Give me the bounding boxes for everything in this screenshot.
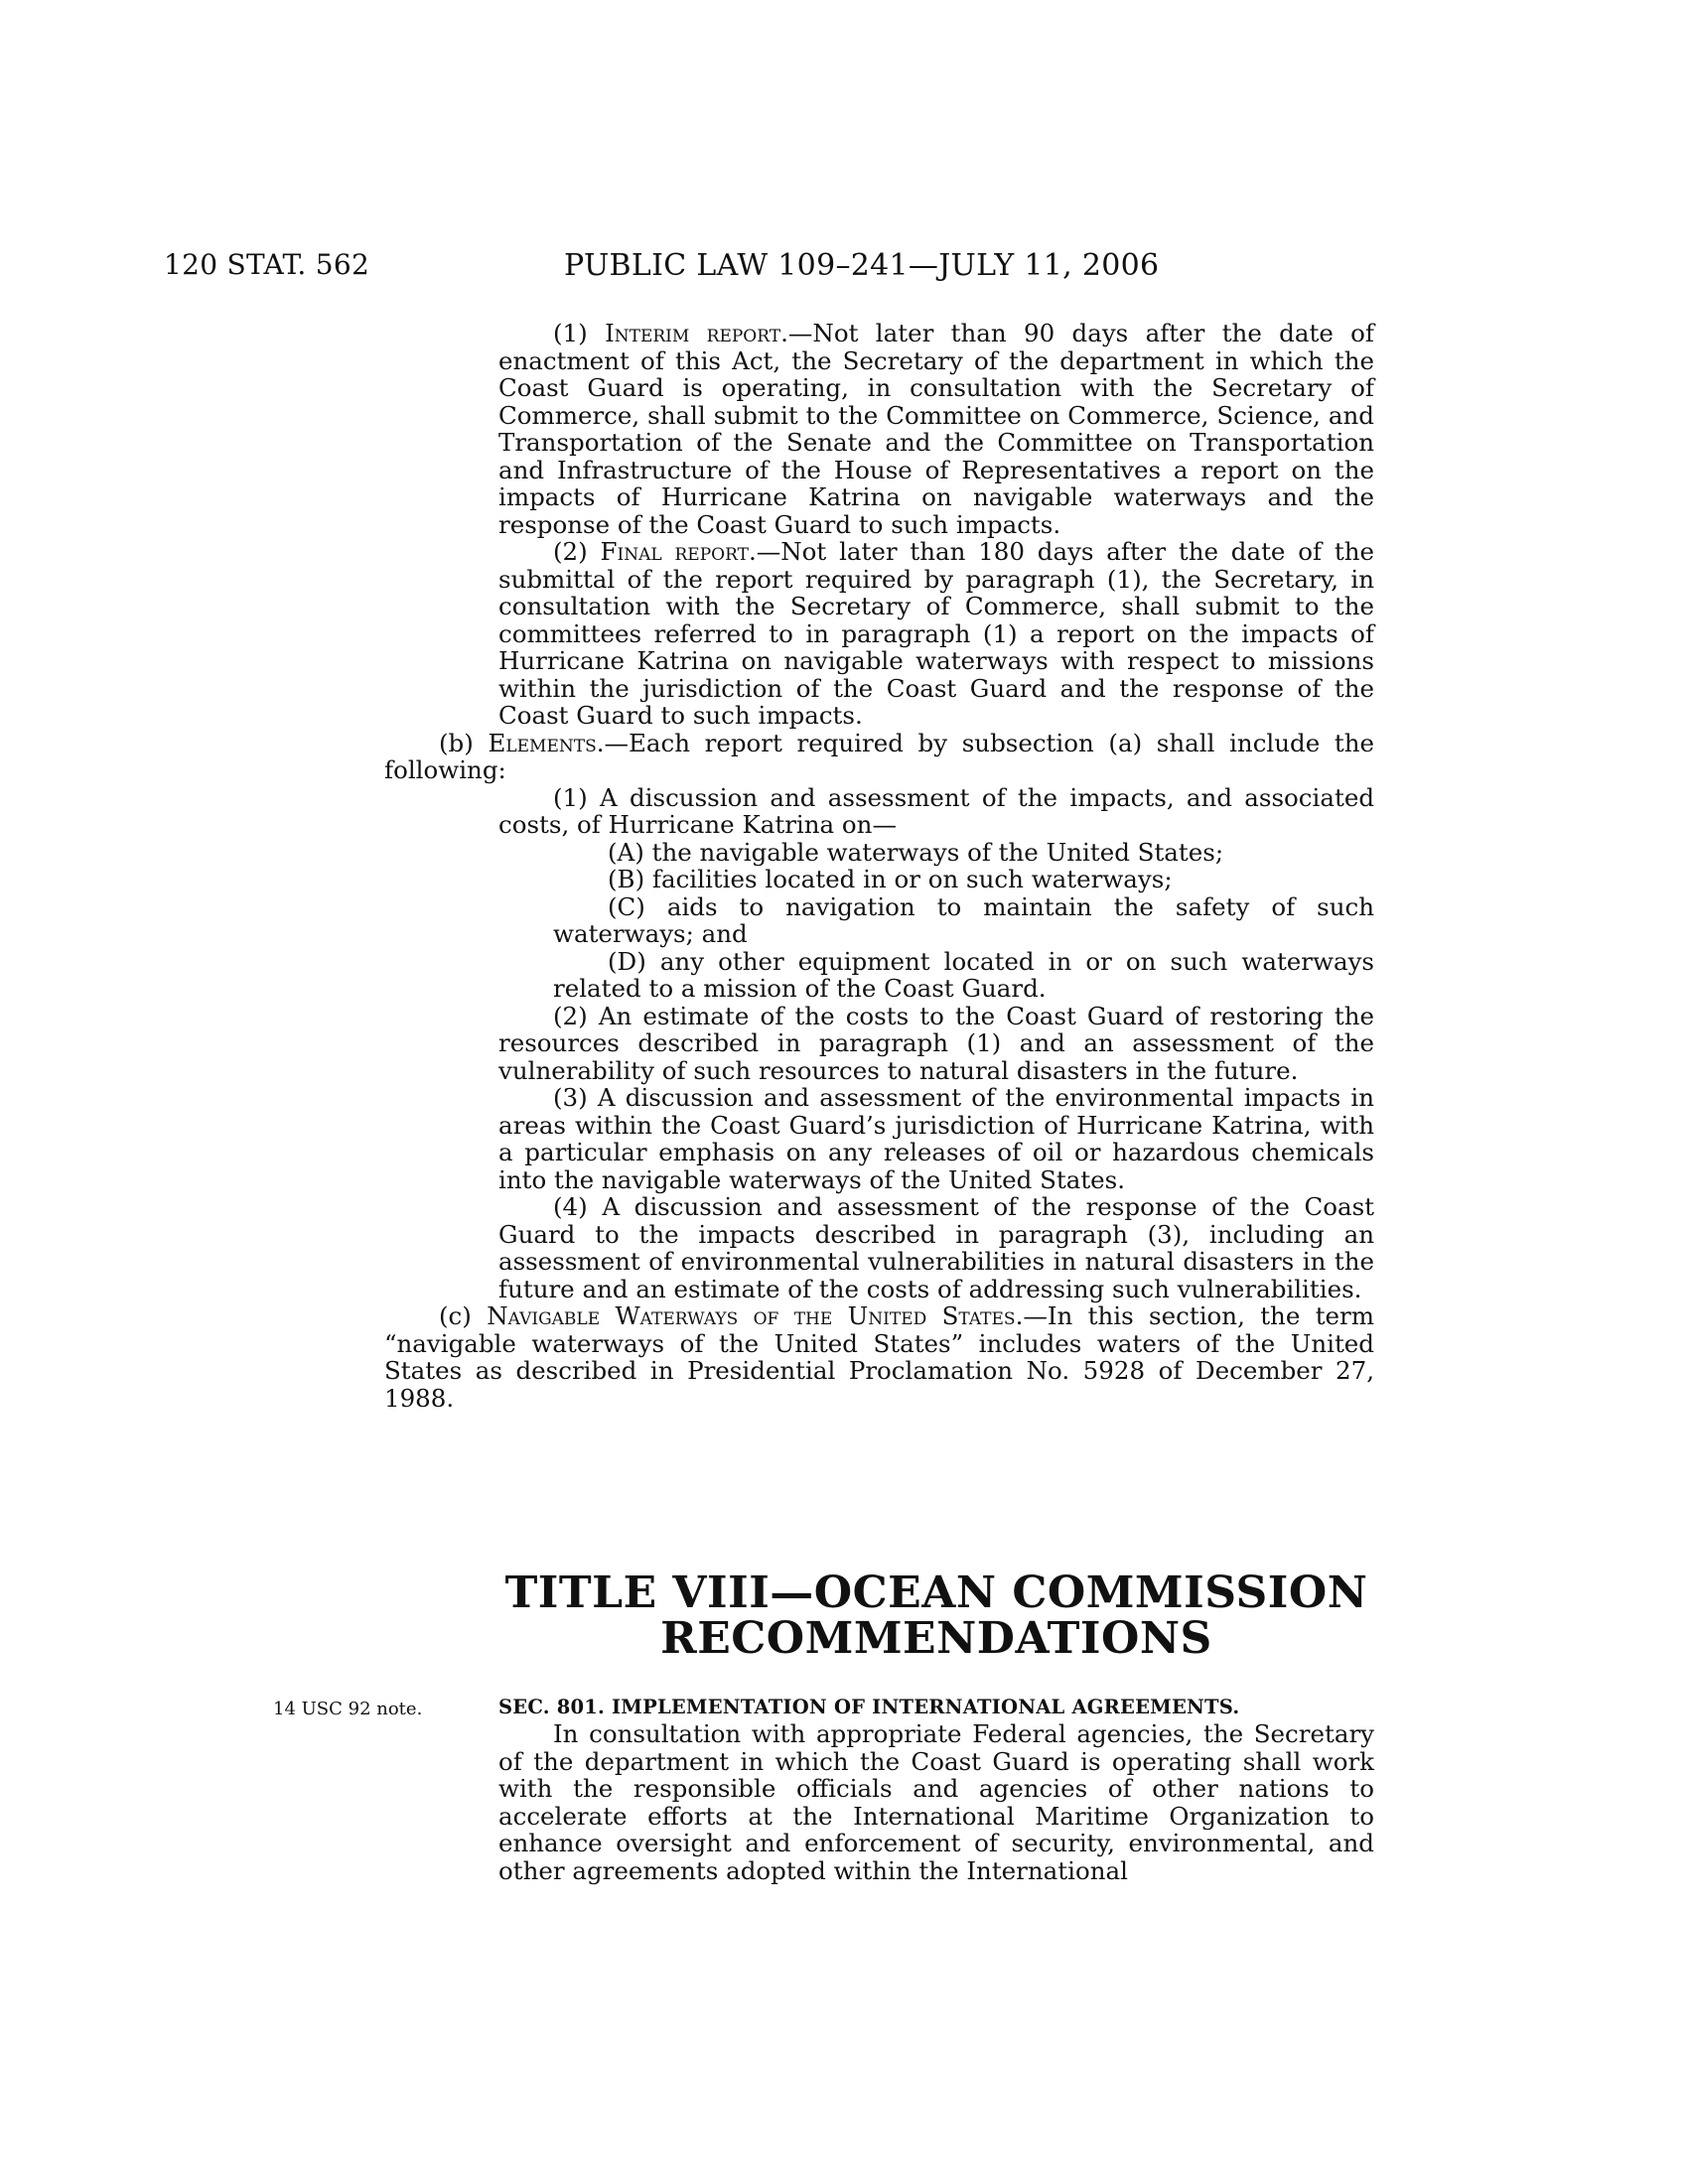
subsection-heading: Elements: [488, 728, 597, 757]
paragraph-b3: (3) A discussion and assessment of the environmental impacts in areas within the Coast Guard’s jurisdiction of Hurricane Katrina, with a particular emphasis on any releases of oil or hazardous chemicals into the navigable waterways of the United States.: [498, 1083, 1374, 1194]
paragraph-heading: Final report: [600, 537, 749, 566]
section-paragraph: In consultation with appropriate Federal agencies, the Secretary of the department in which the Coast Guard is operating shall work with the responsible officials and agencies of other nations to accelerate efforts at the International Maritime Organization to enhance oversight and enforcement of security, environmental, and other agreements adopted within the International: [498, 1719, 1374, 1885]
section-heading: SEC. 801. IMPLEMENTATION OF INTERNATIONAL AGREEMENTS.: [498, 1696, 1240, 1718]
title-line-2: RECOMMENDATIONS: [660, 1613, 1212, 1664]
paragraph-final-report: (2) Final report.—Not later than 180 days after the date of the submittal of the report required by paragraph (1), the Secretary, in consultation with the Secretary of Commerce, shall submit to the committees referred to in paragraph (1) a report on the impacts of Hurricane Katrina on navigable waterways with respect to missions within the jurisdiction of the Coast Guard and the response of the Coast Guard to such impacts.: [498, 537, 1374, 730]
paragraph-interim-report: (1) Interim report.—Not later than 90 days after the date of enactment of this Act, the Secretary of the department in which the Coast Guard is operating, in consultation with the Secretary of Commerce, shall submit to the Committee on Commerce, Science, and Transportation of the Senate and the Committee on Transportation and Infrastructure of the House of Representatives a report on the impacts of Hurricane Katrina on navigable waterways and the response of the Coast Guard to such impacts.: [498, 319, 1375, 539]
clause-b1-b: (B) facilities located in or on such waterways;: [608, 865, 1173, 893]
clause-b1-c: (C) aids to navigation to maintain the safety of such waterways; and: [553, 891, 1374, 948]
subsection-heading: Navigable Waterways of the United States: [487, 1301, 1016, 1330]
subsection-navigable-waterways: (c) Navigable Waterways of the United States.—In this section, the term “navigable waterways of the United States” includes waters of the United States as described in Presidential Proclamation No. 5928 of December 27, 1988.: [384, 1301, 1374, 1413]
paragraph-b4: (4) A discussion and assessment of the response of the Coast Guard to the impacts described in paragraph (3), including an assessment of environmental vulnerabilities in natural disasters in the future and an estimate of the costs of addressing such vulnerabilities.: [498, 1192, 1374, 1303]
public-law-heading: PUBLIC LAW 109–241—JULY 11, 2006: [564, 248, 1160, 283]
paragraph-heading: Interim report: [605, 319, 781, 347]
statute-page-number: 120 STAT. 562: [164, 248, 370, 281]
clause-b1-a: (A) the navigable waterways of the United States;: [608, 837, 1224, 867]
title-heading: [498, 1570, 1374, 1662]
subsection-elements: (b) Elements.—Each report required by subsection (a) shall include the following:: [384, 728, 1374, 784]
body-text: [384, 319, 1375, 1413]
title-line-1: TITLE VIII—OCEAN COMMISSION: [504, 1568, 1368, 1618]
page-header: [0, 248, 1688, 288]
paragraph-b2: (2) An estimate of the costs to the Coast Guard of restoring the resources described in paragraph (1) and an assessment of the vulnerability of such resources to natural disasters in the future.: [498, 1001, 1374, 1085]
margin-note: 14 USC 92 note.: [273, 1699, 423, 1719]
clause-b1-d: (D) any other equipment located in or on such waterways related to a mission of the Coast Guard.: [553, 946, 1374, 1003]
paragraph-b1: (1) A discussion and assessment of the impacts, and associated costs, of Hurricane Katrina on—: [498, 782, 1374, 839]
section-body: [498, 1720, 1374, 1884]
